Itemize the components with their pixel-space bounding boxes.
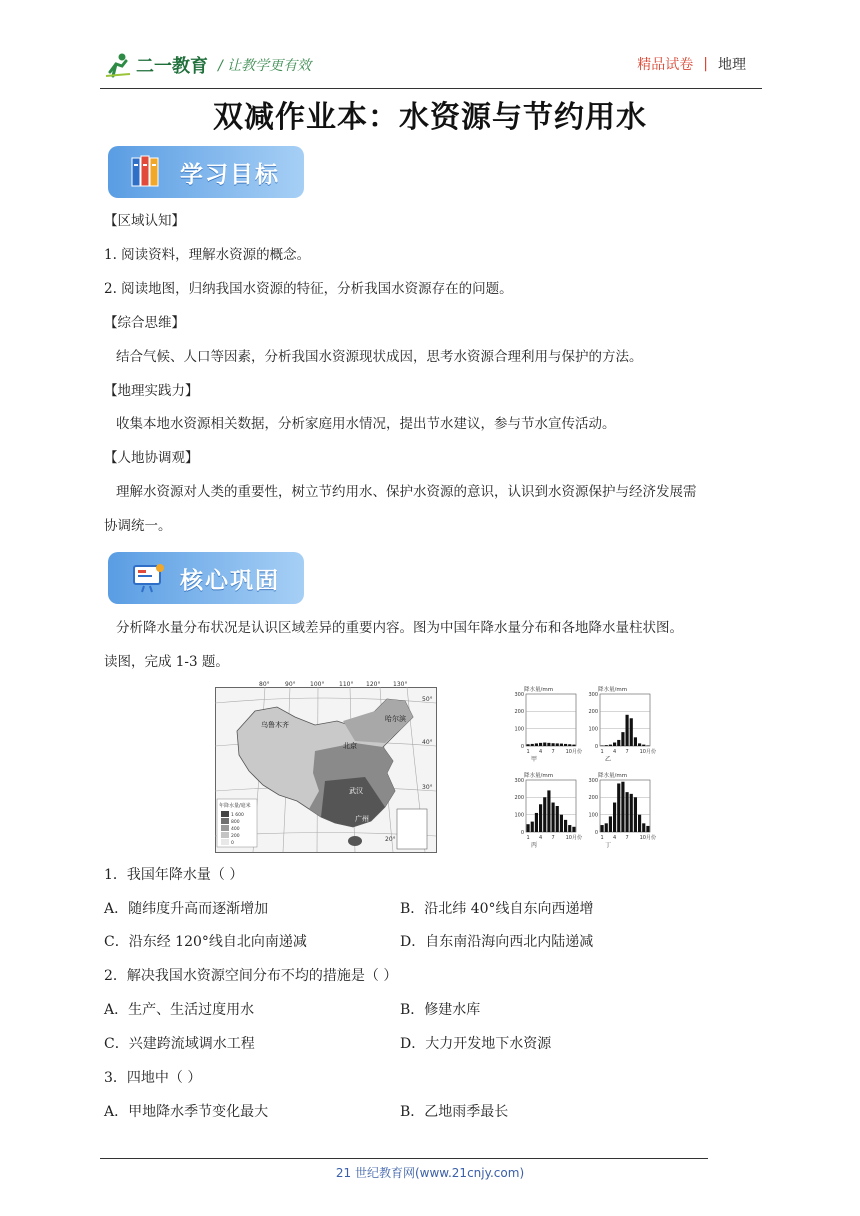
question-2-stem: 2．解决我国水资源空间分布不均的措施是（ ） (104, 968, 398, 984)
chart-ytick-label: 0 (594, 743, 598, 750)
chart-bar (634, 797, 637, 832)
chart-bar (646, 745, 649, 746)
chart-bar (601, 745, 604, 746)
page-title: 双减作业本：水资源与节约用水 (213, 100, 647, 135)
header-right (637, 54, 746, 74)
chart-xtick-label: 7 (625, 835, 629, 841)
legend-value: 200 (231, 834, 240, 839)
section-banner-goals (108, 146, 304, 198)
q1-option-b: B．沿北纬 40°线自东向西递增 (400, 901, 594, 917)
longitude-label: 110° (339, 681, 354, 688)
books-icon (128, 154, 168, 190)
q2-option-b: B．修建水库 (400, 1002, 481, 1018)
chart-bar (568, 825, 571, 832)
legend-value: 800 (231, 820, 240, 825)
goal-heading-thinking: 【综合思维】 (104, 315, 185, 331)
chart-bar (642, 823, 645, 832)
goal-item-2: 2. 阅读地图，归纳我国水资源的特征，分析我国水资源存在的问题。 (104, 281, 513, 297)
q2-option-a: A．生产、生活过度用水 (104, 1002, 255, 1018)
longitude-label: 100° (310, 681, 325, 688)
chart-bar (560, 744, 563, 746)
latitude-label: 30° (422, 784, 433, 791)
chart-bar (630, 718, 633, 746)
chart-ytick-label: 300 (514, 777, 524, 784)
chart-bar (535, 743, 538, 746)
logo (104, 50, 344, 80)
goal-item-harmony: 理解水资源对人类的重要性，树立节约用水、保护水资源的意识，认识到水资源保护与经济发展需 (116, 484, 697, 500)
legend-title: 年降水量/毫米 (219, 803, 251, 809)
chart-bar (547, 790, 550, 832)
chart-panel-name: 乙 (605, 756, 612, 763)
chart-bar (560, 815, 563, 832)
section-banner-core (108, 552, 304, 604)
chart-xtick-label: 7 (551, 749, 555, 755)
chart-xtick-label: 10月份 (565, 835, 582, 841)
intro-line-2: 读图，完成 1-3 题。 (104, 654, 229, 670)
chart-bar (609, 816, 612, 832)
header-subject: 地理 (718, 57, 746, 73)
chart-panel-name: 甲 (531, 756, 538, 763)
chart-bar (634, 737, 637, 746)
banner-text: 学习目标 (180, 161, 280, 188)
banner-text: 核心巩固 (180, 567, 280, 594)
city-label: 广州 (355, 815, 369, 823)
chart-bar (613, 743, 616, 746)
chart-bar (642, 745, 645, 746)
q1-option-a: A．随纬度升高而逐渐增加 (104, 901, 269, 917)
chart-ytick-label: 0 (520, 829, 524, 836)
chart-bar (601, 825, 604, 832)
chart-ytick-label: 100 (514, 726, 524, 733)
header-separator: | (703, 56, 708, 72)
chart-bar (527, 744, 530, 746)
chart-bar (605, 745, 608, 746)
city-label: 北京 (343, 742, 357, 750)
chart-bar (609, 745, 612, 746)
longitude-label: 80° (259, 681, 270, 688)
chart-bar (539, 804, 542, 832)
goal-item-practice: 收集本地水资源相关数据，分析家庭用水情况，提出节水建议，参与节水宣传活动。 (116, 416, 616, 432)
chart-bar (638, 815, 641, 832)
chart-bar (552, 743, 555, 746)
chart-bar (556, 743, 559, 746)
intro-line-1: 分析降水量分布状况是认识区域差异的重要内容。图为中国年降水量分布和各地降水量柱状图。 (116, 620, 683, 636)
chart-bar (547, 743, 550, 746)
chart-bar (621, 782, 624, 832)
q2-option-d: D．大力开发地下水资源 (400, 1036, 552, 1052)
chart-xtick-label: 1 (526, 749, 530, 755)
chart-xtick-label: 10月份 (565, 749, 582, 755)
q1-option-c: C．沿东经 120°线自北向南递减 (104, 934, 307, 950)
chart-xtick-label: 10月份 (639, 749, 656, 755)
chart-bar (527, 824, 530, 832)
chart-ylabel: 降水量/mm (598, 687, 628, 693)
chart-ylabel: 降水量/mm (524, 773, 554, 779)
legend-value: 1 600 (231, 813, 244, 818)
chart-xtick-label: 4 (612, 835, 617, 841)
precipitation-bar-charts (510, 684, 660, 856)
goal-item-harmony-cont: 协调统一。 (104, 518, 172, 534)
chart-bar (621, 732, 624, 746)
chart-bar (626, 792, 629, 832)
chart-bar (630, 794, 633, 832)
chart-ytick-label: 100 (514, 812, 524, 819)
chart-ytick-label: 100 (588, 812, 598, 819)
chart-bar (556, 806, 559, 832)
longitude-label: 130° (393, 681, 408, 688)
chart-bar (613, 803, 616, 832)
chart-bar (543, 797, 546, 832)
chart-xtick-label: 4 (538, 749, 543, 755)
chart-bar (531, 744, 534, 746)
chart-ytick-label: 0 (594, 829, 598, 836)
chart-xtick-label: 1 (600, 835, 604, 841)
chart-bar (568, 744, 571, 746)
chart-bar (564, 820, 567, 832)
chart-bar (572, 745, 575, 746)
legend-value: 400 (231, 827, 240, 832)
chart-ytick-label: 200 (514, 709, 524, 716)
city-label: 乌鲁木齐 (261, 721, 289, 729)
city-label: 哈尔滨 (385, 715, 406, 723)
chart-ytick-label: 200 (588, 795, 598, 802)
chart-bar (626, 715, 629, 746)
chart-bar (543, 743, 546, 746)
chart-ylabel: 降水量/mm (598, 773, 628, 779)
goal-heading-region: 【区域认知】 (104, 213, 185, 229)
chart-xtick-label: 1 (600, 749, 604, 755)
chart-bar (617, 740, 620, 746)
legend-value: 0 (231, 841, 234, 846)
chart-panel-name: 丙 (531, 842, 538, 849)
goal-item-thinking: 结合气候、人口等因素，分析我国水资源现状成因，思考水资源合理利用与保护的方法。 (116, 349, 643, 365)
q2-option-c: C．兴建跨流域调水工程 (104, 1036, 255, 1052)
latitude-label: 50° (422, 696, 433, 703)
chart-xtick-label: 10月份 (639, 835, 656, 841)
chart-ytick-label: 300 (588, 777, 598, 784)
monitor-board-icon (128, 560, 168, 596)
footer-text: 21 世纪教育网(www.21cnjy.com) (335, 1166, 525, 1180)
chart-xtick-label: 4 (612, 749, 617, 755)
chart-bar (605, 823, 608, 832)
q3-option-b: B．乙地雨季最长 (400, 1104, 509, 1120)
question-1-stem: 1．我国年降水量（ ） (104, 867, 244, 883)
chart-bar (572, 827, 575, 832)
city-label: 武汉 (349, 787, 363, 795)
chart-xtick-label: 1 (526, 835, 530, 841)
chart-ytick-label: 300 (514, 691, 524, 698)
latitude-label: 40° (422, 739, 433, 746)
chart-bar (638, 743, 641, 746)
logo-text: 二一教育 (136, 56, 208, 77)
chart-bar (535, 813, 538, 832)
chart-panel-name: 丁 (605, 842, 612, 849)
goal-heading-practice: 【地理实践力】 (104, 383, 199, 399)
goal-item-1: 1. 阅读资料，理解水资源的概念。 (104, 247, 311, 263)
chart-xtick-label: 7 (625, 749, 629, 755)
q1-option-d: D．自东南沿海向西北内陆递减 (400, 934, 594, 950)
china-precipitation-map (215, 681, 437, 853)
q3-option-a: A．甲地降水季节变化最大 (104, 1104, 269, 1120)
chart-frame (526, 694, 576, 746)
chart-ytick-label: 200 (514, 795, 524, 802)
longitude-label: 90° (285, 681, 296, 688)
chart-bar (564, 744, 567, 746)
runner-logo-icon (104, 52, 132, 78)
chart-ytick-label: 0 (520, 743, 524, 750)
header-rule (100, 88, 762, 89)
chart-frame (600, 694, 650, 746)
chart-ytick-label: 100 (588, 726, 598, 733)
logo-slogan: / 让教学更有效 (218, 58, 312, 74)
chart-bar (617, 783, 620, 832)
goal-heading-harmony: 【人地协调观】 (104, 450, 199, 466)
longitude-label: 120° (366, 681, 381, 688)
chart-ylabel: 降水量/mm (524, 687, 554, 693)
chart-ytick-label: 300 (588, 691, 598, 698)
chart-bar (531, 822, 534, 832)
chart-xtick-label: 7 (551, 835, 555, 841)
question-3-stem: 3．四地中（ ） (104, 1070, 202, 1086)
chart-ytick-label: 200 (588, 709, 598, 716)
latitude-label: 20° (385, 836, 396, 843)
header-tag: 精品试卷 (637, 57, 694, 73)
chart-bar (539, 743, 542, 746)
chart-xtick-label: 4 (538, 835, 543, 841)
chart-bar (552, 803, 555, 832)
chart-bar (646, 826, 649, 832)
legend-swatches (221, 811, 229, 845)
footer-rule (100, 1158, 708, 1159)
